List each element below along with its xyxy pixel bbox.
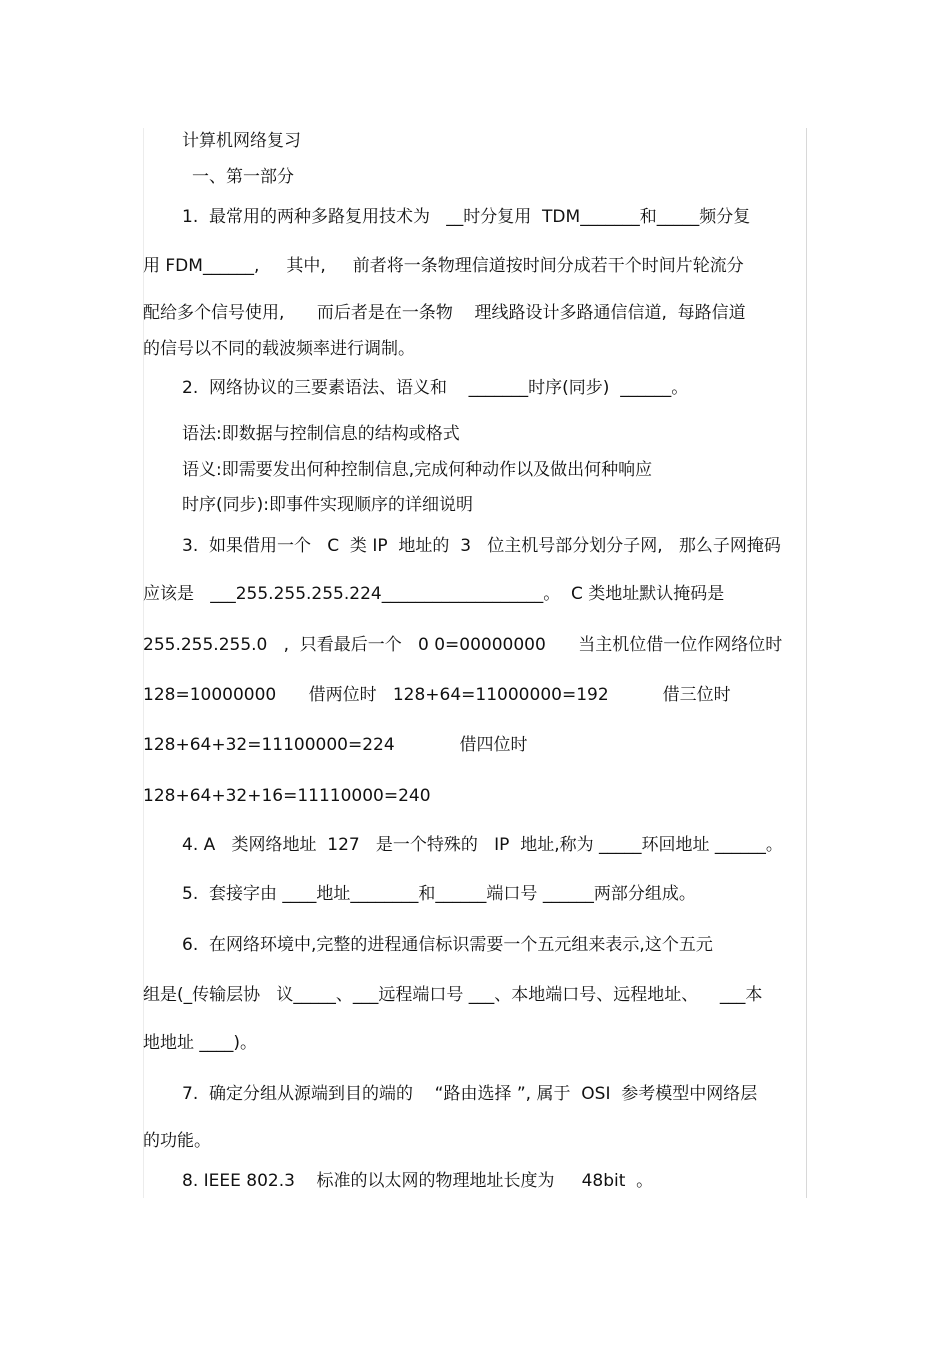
doc-title: 计算机网络复习 xyxy=(182,131,301,151)
q8-line-1: 8. IEEE 802.3 标准的以太网的物理地址长度为 48bit 。 xyxy=(182,1171,654,1191)
q3-line-6: 128+64+32+16=11110000=240 xyxy=(143,786,431,806)
q1-line-1: 1. 最常用的两种多路复用技术为 __时分复用 TDM_______和_____频分复 xyxy=(182,207,751,227)
q7-line-2: 的功能。 xyxy=(143,1131,211,1151)
q6-line-3: 地地址 ____)。 xyxy=(143,1033,258,1053)
section-heading: 一、第一部分 xyxy=(192,167,294,187)
q6-line-1: 6. 在网络环境中,完整的进程通信标识需要一个五元组来表示,这个五元 xyxy=(182,935,713,955)
q3-line-2: 应该是 ___255.255.255.224___________________。 C 类地址默认掩码是 xyxy=(143,584,725,604)
q2-semantics: 语义:即需要发出何种控制信息,完成何种动作以及做出何种响应 xyxy=(182,460,653,480)
q3-line-3: 255.255.255.0 , 只看最后一个 0 0=00000000 当主机位借一位作网络位时 xyxy=(143,635,783,655)
q6-line-2: 组是(_传输层协 议_____、___远程端口号 ___、本地端口号、远程地址、 ___本 xyxy=(143,985,763,1005)
q4-line-1: 4. A 类网络地址 127 是一个特殊的 IP 地址,称为 _____环回地址 ______。 xyxy=(182,835,783,855)
q3-line-5: 128+64+32=11100000=224 借四位时 xyxy=(143,735,528,755)
q3-line-1: 3. 如果借用一个 C 类 IP 地址的 3 位主机号部分划分子网, 那么子网掩码 xyxy=(182,536,781,556)
q5-line-1: 5. 套接字由 ____地址________和______端口号 ______两部分组成。 xyxy=(182,884,696,904)
q1-line-3: 配给多个信号使用, 而后者是在一条物 理线路设计多路通信信道, 每路信道 xyxy=(143,303,746,323)
q2-line-1: 2. 网络协议的三要素语法、语义和 _______时序(同步) ______。 xyxy=(182,378,689,398)
q1-line-4: 的信号以不同的载波频率进行调制。 xyxy=(143,339,415,359)
q3-line-4: 128=10000000 借两位时 128+64=11000000=192 借三位时 xyxy=(143,685,731,705)
q2-timing: 时序(同步):即事件实现顺序的详细说明 xyxy=(182,495,473,515)
q1-line-2: 用 FDM______, 其中, 前者将一条物理信道按时间分成若干个时间片轮流分 xyxy=(143,256,744,276)
q7-line-1: 7. 确定分组从源端到目的端的 “路由选择 ”, 属于 OSI 参考模型中网络层 xyxy=(182,1084,758,1104)
q2-syntax: 语法:即数据与控制信息的结构或格式 xyxy=(182,424,460,444)
page-margin-rule-right xyxy=(806,128,807,1198)
